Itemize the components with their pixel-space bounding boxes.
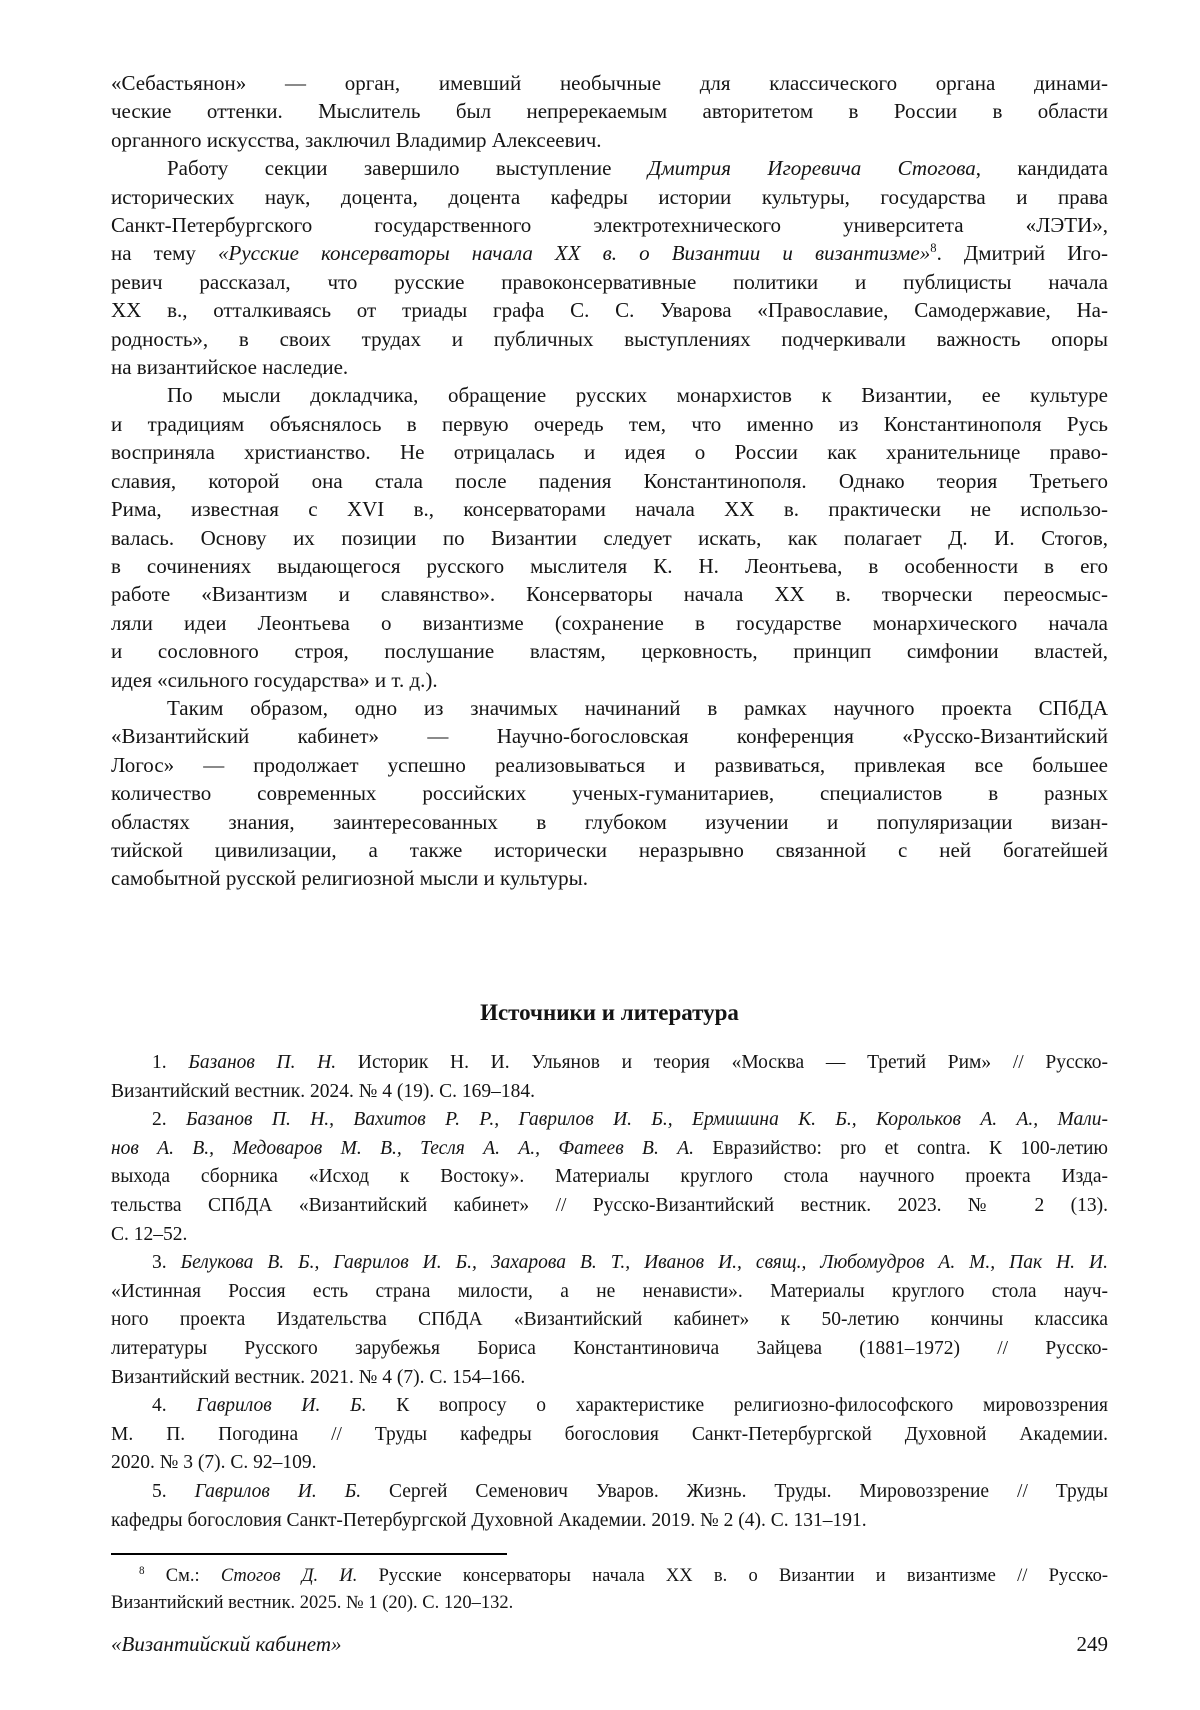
text-line bbox=[111, 325, 1108, 353]
footnote bbox=[111, 1563, 1108, 1616]
text-line bbox=[111, 637, 1108, 665]
text-segment: Русские консерваторы начала XX в. о Византии и византизме // Русско- bbox=[357, 1566, 1109, 1586]
italic-text: «Русские консерваторы начала XX в. о Византии и византизме» bbox=[218, 241, 931, 266]
text-segment: Санкт-Петербургского государственного электротехнического университета «ЛЭТИ», bbox=[111, 213, 1108, 238]
text-line bbox=[111, 296, 1108, 324]
italic-text: Дмитрия Игоревича Стогова bbox=[647, 156, 976, 181]
text-segment: Сергей Семенович Уваров. Жизнь. Труды. Мировоззрение // Труды bbox=[361, 1480, 1109, 1502]
text-segment: Византийский вестник. 2024. № 4 (19). С. 169–184. bbox=[111, 1080, 535, 1102]
paragraph-byzantium-thought bbox=[111, 381, 1108, 693]
text-segment: XX в., отталкиваясь от триады графа С. С. Уварова «Православие, Самодержавие, На- bbox=[111, 298, 1108, 323]
text-segment: 3. bbox=[152, 1252, 181, 1274]
text-line bbox=[111, 353, 1108, 381]
text-segment: 4. bbox=[152, 1395, 197, 1417]
text-segment: М. П. Погодина // Труды кафедры богословия Санкт-Петербургской Духовной Академии. bbox=[111, 1423, 1108, 1445]
italic-text: нов А. В., Медоваров М. В., Тесля А. А., Фатеев В. А. bbox=[111, 1137, 694, 1159]
text-segment: органного искусства, заключил Владимир Алексеевич. bbox=[111, 127, 602, 152]
footnote-rule bbox=[111, 1553, 507, 1555]
text-line bbox=[111, 524, 1108, 552]
text-segment: на византийское наследие. bbox=[111, 355, 349, 380]
page-footer bbox=[111, 1630, 1108, 1658]
text-segment: идея «сильного государства» и т. д.). bbox=[111, 667, 438, 692]
text-line bbox=[111, 126, 1108, 154]
section-heading: Источники и литература bbox=[480, 1000, 739, 1025]
text-line bbox=[111, 183, 1108, 211]
text-line bbox=[111, 268, 1108, 296]
text-line bbox=[111, 1078, 1108, 1107]
text-line bbox=[111, 1563, 1108, 1590]
text-line bbox=[111, 97, 1108, 125]
text-line bbox=[111, 69, 1108, 97]
text-segment: исторических наук, доцента, доцента кафедры истории культуры, государства и права bbox=[111, 184, 1108, 209]
text-segment: С. 12–52. bbox=[111, 1223, 188, 1245]
text-line bbox=[111, 1192, 1108, 1221]
text-line bbox=[111, 1421, 1108, 1450]
text-segment: ческие оттенки. Мыслитель был непререкаемым авторитетом в России в области bbox=[111, 99, 1108, 124]
text-line bbox=[111, 1106, 1108, 1135]
text-segment: К вопросу о характеристике религиозно-философского мировоззрения bbox=[366, 1395, 1108, 1417]
text-line bbox=[111, 154, 1108, 182]
paragraph-conclusion bbox=[111, 694, 1108, 893]
text-segment: в сочинениях выдающегося русского мыслителя К. Н. Леонтьева, в особенности в его bbox=[111, 553, 1108, 578]
text-line bbox=[111, 751, 1108, 779]
text-segment: Евразийство: pro et contra. К 100-летию bbox=[693, 1137, 1109, 1159]
text-segment: 5. bbox=[152, 1480, 195, 1502]
footnote-8 bbox=[111, 1563, 1108, 1616]
text-segment: выхода сборника «Исход к Востоку». Материалы круглого стола научного проекта Изда- bbox=[111, 1166, 1108, 1188]
text-line bbox=[111, 1364, 1108, 1393]
italic-text: Белукова В. Б., Гаврилов И. Б., Захарова В. Т., Иванов И., свящ., Любомудров А. М., Пак Н. И. bbox=[180, 1252, 1108, 1274]
text-line bbox=[111, 239, 1108, 267]
text-segment: «Себастьянон» — орган, имевший необычные для классического органа динами- bbox=[111, 71, 1108, 95]
body-text bbox=[111, 69, 1108, 893]
text-segment: на тему bbox=[111, 241, 219, 266]
text-line bbox=[111, 1335, 1108, 1364]
bib-item-3 bbox=[111, 1249, 1108, 1392]
text-line bbox=[111, 211, 1108, 239]
footnote-marker: 8 bbox=[930, 241, 937, 256]
running-title: «Византийский кабинет» bbox=[111, 1632, 342, 1656]
text-segment: восприняла христианство. Не отрицалась и идея о России как хранительнице право- bbox=[111, 440, 1108, 465]
text-segment: количество современных российских ученых-гуманитариев, специалистов в разных bbox=[111, 781, 1108, 806]
text-segment: валась. Основу их позиции по Византии следует искать, как полагает Д. И. Стогов, bbox=[111, 525, 1108, 550]
text-line bbox=[111, 864, 1108, 892]
text-segment: Историк Н. И. Ульянов и теория «Москва — Третий Рим» // Русско- bbox=[336, 1052, 1109, 1073]
text-segment: ного проекта Издательства СПбДА «Византийский кабинет» к 50-летию кончины классика bbox=[111, 1309, 1108, 1331]
text-segment: и традициям объяснялось в первую очередь тем, что именно из Константинополя Русь bbox=[111, 411, 1108, 436]
text-line bbox=[111, 580, 1108, 608]
italic-text: Стогов Д. И. bbox=[220, 1566, 358, 1586]
text-segment: кафедры богословия Санкт-Петербургской Духовной Академии. 2019. № 2 (4). С. 131–191. bbox=[111, 1509, 867, 1531]
text-segment: ревич рассказал, что русские правоконсервативные политики и публицисты начала bbox=[111, 269, 1108, 294]
text-line bbox=[111, 1590, 1108, 1617]
text-segment: «Истинная Россия есть страна милости, а не ненависти». Материалы круглого стола науч- bbox=[111, 1280, 1108, 1302]
italic-text: Гаврилов И. Б. bbox=[196, 1395, 367, 1417]
bib-item-2 bbox=[111, 1106, 1108, 1249]
bibliography-list bbox=[111, 1049, 1108, 1535]
bib-item-5 bbox=[111, 1478, 1108, 1535]
text-segment: родность», в своих трудах и публичных выступлениях подчеркивали важность опоры bbox=[111, 326, 1108, 351]
text-line bbox=[111, 1392, 1108, 1421]
text-line bbox=[111, 666, 1108, 694]
text-line bbox=[111, 1306, 1108, 1335]
text-segment: . Дмитрий Иго- bbox=[936, 241, 1108, 266]
text-segment: тийской цивилизации, а также исторически неразрывно связанной с ней богатейшей bbox=[111, 837, 1108, 862]
text-line bbox=[111, 1278, 1108, 1307]
text-line bbox=[111, 1221, 1108, 1250]
paragraph-sebastianon bbox=[111, 69, 1108, 154]
text-line bbox=[111, 694, 1108, 722]
text-line bbox=[111, 609, 1108, 637]
text-segment: работе «Византизм и славянство». Консерваторы начала XX в. творчески переосмыс- bbox=[111, 582, 1108, 607]
text-segment: самобытной русской религиозной мысли и культуры. bbox=[111, 866, 588, 891]
italic-text: Базанов П. Н., Вахитов Р. Р., Гаврилов И. Б., Ермишина К. Б., Корольков А. А., Мали- bbox=[186, 1109, 1108, 1131]
bib-item-1 bbox=[111, 1049, 1108, 1106]
text-line bbox=[111, 438, 1108, 466]
text-line bbox=[111, 1049, 1108, 1078]
footnote-marker: 8 bbox=[139, 1564, 145, 1577]
text-segment: и сословного строя, послушание властям, церковность, принцип симфонии властей, bbox=[111, 639, 1108, 664]
bib-item-4 bbox=[111, 1392, 1108, 1478]
text-line bbox=[111, 381, 1108, 409]
text-segment: Византийский вестник. 2021. № 4 (7). С. 154–166. bbox=[111, 1366, 526, 1388]
text-segment: По мысли докладчика, обращение русских монархистов к Византии, ее культуре bbox=[167, 383, 1108, 408]
italic-text: Базанов П. Н. bbox=[188, 1052, 337, 1073]
text-line bbox=[111, 1478, 1108, 1507]
text-line bbox=[111, 808, 1108, 836]
text-line bbox=[111, 410, 1108, 438]
text-segment: Логос» — продолжает успешно реализовываться и развиваться, привлекая все большее bbox=[111, 752, 1108, 777]
text-segment: ляли идеи Леонтьева о византизме (сохранение в государстве монархического начала bbox=[111, 610, 1108, 635]
text-segment: См.: bbox=[144, 1566, 221, 1586]
text-line bbox=[111, 552, 1108, 580]
text-segment: литературы Русского зарубежья Бориса Константиновича Зайцева (1881–1972) // Русско- bbox=[111, 1337, 1108, 1359]
text-segment: 1. bbox=[152, 1052, 189, 1073]
page-number: 249 bbox=[1076, 1632, 1108, 1656]
text-segment: 2. bbox=[152, 1109, 186, 1131]
text-segment: 2020. № 3 (7). С. 92–109. bbox=[111, 1452, 317, 1474]
text-line bbox=[111, 836, 1108, 864]
text-segment: , кандидата bbox=[975, 156, 1108, 181]
text-segment: тельства СПбДА «Византийский кабинет» // Русско-Византийский вестник. 2023. № 2 (13). bbox=[111, 1194, 1108, 1216]
text-line bbox=[111, 1507, 1108, 1536]
text-line bbox=[111, 1249, 1108, 1278]
text-segment: Таким образом, одно из значимых начинаний в рамках научного проекта СПбДА bbox=[167, 695, 1108, 720]
italic-text: Гаврилов И. Б. bbox=[194, 1480, 362, 1502]
text-line bbox=[111, 722, 1108, 750]
text-segment: «Византийский кабинет» — Научно-богословская конференция «Русско-Византийский bbox=[111, 724, 1108, 749]
text-segment: Византийский вестник. 2025. № 1 (20). С. 120–132. bbox=[111, 1592, 514, 1613]
text-line bbox=[111, 779, 1108, 807]
text-line bbox=[111, 1163, 1108, 1192]
text-segment: славия, которой она стала после падения Константинополя. Однако теория Третьего bbox=[111, 468, 1108, 493]
text-line bbox=[111, 467, 1108, 495]
text-segment: Работу секции завершило выступление bbox=[167, 156, 648, 181]
text-line bbox=[111, 1135, 1108, 1164]
paragraph-stogov-report bbox=[111, 154, 1108, 381]
text-segment: областях знания, заинтересованных в глубоком изучении и популяризации визан- bbox=[111, 809, 1108, 834]
text-line bbox=[111, 495, 1108, 523]
text-line bbox=[111, 1449, 1108, 1478]
text-segment: Рима, известная с XVI в., консерваторами начала XX в. практически не использо- bbox=[111, 497, 1108, 522]
